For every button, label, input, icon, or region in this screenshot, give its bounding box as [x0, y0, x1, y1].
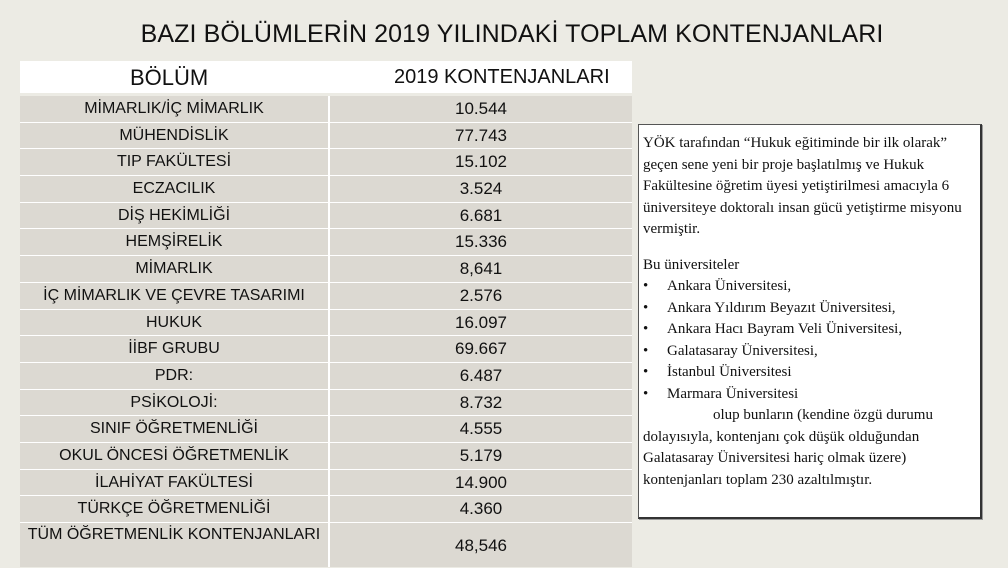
- university-name: Ankara Yıldırım Beyazıt Üniversitesi,: [667, 299, 896, 316]
- total-label-cell: TÜM ÖĞRETMENLİK KONTENJANLARI: [27, 526, 321, 543]
- quota-cell: 16.097: [330, 310, 632, 337]
- bullet-icon: •: [643, 321, 649, 337]
- note-intro: Bu üniversiteler: [643, 256, 740, 273]
- bullet-icon: •: [643, 299, 649, 316]
- department-cell: ECZACILIK: [20, 176, 328, 203]
- note-paragraph: YÖK tarafından “Hukuk eğitiminde bir ilk olarak” geçen sene yeni bir proje başlatılmış ve Hukuk Fakültesine öğretim üyesi yetiştirilmesi amacıyla 6 üniversiteye doktoralı insan gücü yetiştirme misyonu vermiştir.: [643, 135, 962, 237]
- university-name: İstanbul Üniversitesi: [667, 364, 792, 380]
- department-cell: MİMARLIK/İÇ MİMARLIK: [20, 96, 328, 123]
- list-item: [643, 384, 974, 406]
- quota-cell: 15.102: [330, 149, 632, 176]
- department-cell: MÜHENDİSLİK: [20, 123, 328, 150]
- quota-cell: 69.667: [330, 336, 632, 363]
- department-cell: OKUL ÖNCESİ ÖĞRETMENLİK: [20, 443, 328, 470]
- quota-cell: 15.336: [330, 229, 632, 256]
- quota-cell: 8,641: [330, 256, 632, 283]
- department-cell: PSİKOLOJİ:: [20, 390, 328, 417]
- list-item: [643, 319, 974, 341]
- quota-cell: 14.900: [330, 470, 632, 497]
- department-cell: TÜRKÇE ÖĞRETMENLİĞİ: [20, 496, 328, 523]
- quota-cell: 5.179: [330, 443, 632, 470]
- list-item: [643, 298, 974, 320]
- bullet-icon: •: [643, 385, 649, 402]
- header-quota: 2019 KONTENJANLARI: [394, 66, 610, 88]
- university-name: Ankara Üniversitesi,: [667, 278, 792, 294]
- university-name: Galatasaray Üniversitesi,: [667, 342, 818, 359]
- quota-cell: 77.743: [330, 123, 632, 150]
- department-cell: DİŞ HEKİMLİĞİ: [20, 203, 328, 230]
- quota-cell: 8.732: [330, 390, 632, 417]
- quota-table: [20, 61, 632, 567]
- note-conclusion: olup bunların (kendine özgü durumu dolayısıyla, kontenjanı çok düşük olduğundan Galatasaray Üniversitesi hariç olmak üzere) kontenjanları toplam 230 azaltılmıştır.: [643, 407, 933, 488]
- department-cell: İLAHİYAT FAKÜLTESİ: [20, 470, 328, 497]
- list-item: [643, 362, 974, 384]
- university-list: [643, 276, 974, 405]
- university-name: Ankara Hacı Bayram Veli Üniversitesi,: [667, 321, 903, 337]
- department-cell: TIP FAKÜLTESİ: [20, 149, 328, 176]
- quota-column: [330, 96, 632, 567]
- department-cell: İİBF GRUBU: [20, 336, 328, 363]
- bullet-icon: •: [643, 278, 649, 294]
- department-cell: HEMŞİRELİK: [20, 229, 328, 256]
- slide-title: BAZI BÖLÜMLERİN 2019 YILINDAKİ TOPLAM KONTENJANLARI: [140, 20, 884, 48]
- bullet-icon: •: [643, 364, 649, 380]
- department-cell: HUKUK: [20, 310, 328, 337]
- total-value-cell: 48,546: [455, 536, 507, 555]
- quota-cell: 3.524: [330, 176, 632, 203]
- quota-cell: 4.555: [330, 416, 632, 443]
- quota-cell: 6.681: [330, 203, 632, 230]
- quota-cell: 2.576: [330, 283, 632, 310]
- department-cell: İÇ MİMARLIK VE ÇEVRE TASARIMI: [20, 283, 328, 310]
- university-name: Marmara Üniversitesi: [667, 385, 799, 402]
- department-cell: PDR:: [20, 363, 328, 390]
- list-item: [643, 276, 974, 298]
- quota-cell: 10.544: [330, 96, 632, 123]
- note-textbox: [638, 124, 982, 519]
- header-department: BÖLÜM: [130, 65, 209, 90]
- department-column: [20, 96, 328, 567]
- department-cell: SINIF ÖĞRETMENLİĞİ: [20, 416, 328, 443]
- department-cell: MİMARLIK: [20, 256, 328, 283]
- table-header: [20, 61, 632, 93]
- quota-cell: 6.487: [330, 363, 632, 390]
- quota-cell: 4.360: [330, 496, 632, 523]
- list-item: [643, 341, 974, 363]
- bullet-icon: •: [643, 342, 649, 359]
